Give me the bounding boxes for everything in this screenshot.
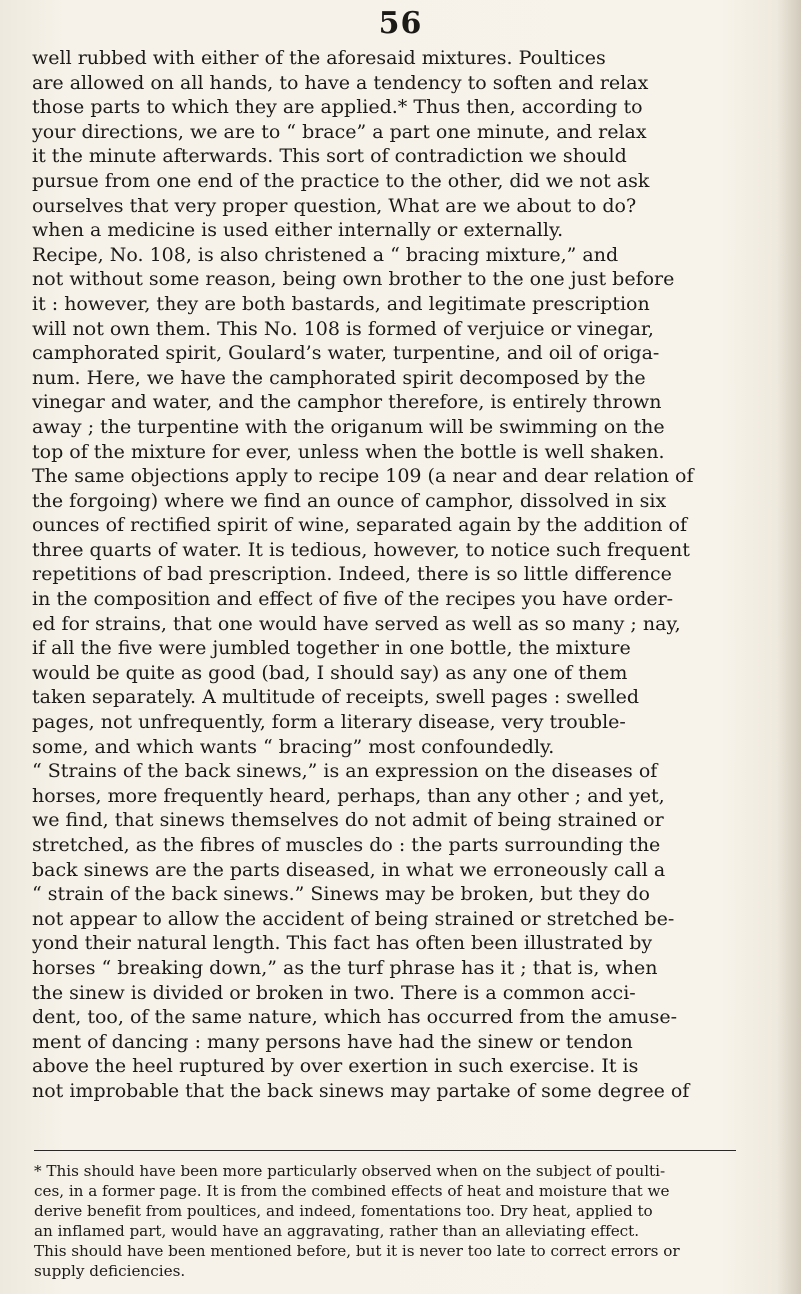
text-line: it : however, they are both bastards, and legitimate prescription	[32, 292, 650, 315]
footnote-line: supply deficiencies.	[34, 1262, 186, 1280]
text-line: horses, more frequently heard, perhaps, than any other ; and yet,	[32, 784, 665, 807]
page-edge-shadow	[777, 0, 801, 1294]
footnote-line: ces, in a former page. It is from the combined effects of heat and moisture that we	[34, 1182, 670, 1200]
text-line: when a medicine is used either internally or externally.	[32, 219, 564, 242]
text-line: we find, that sinews themselves do not admit of being strained or	[32, 809, 664, 832]
text-line: are allowed on all hands, to have a tendency to soften and relax	[32, 71, 649, 94]
text-line: those parts to which they are applied.* Thus then, according to	[32, 96, 643, 119]
text-line: pages, not unfrequently, form a literary disease, very trouble-	[32, 711, 626, 734]
text-line: yond their natural length. This fact has often been illustrated by	[32, 932, 653, 955]
text-line: “ Strains of the back sinews,” is an expression on the diseases of	[32, 760, 658, 783]
text-line: some, and which wants “ bracing” most confoundedly.	[32, 735, 555, 758]
footnote-line: * This should have been more particularly observed when on the subject of poulti-	[34, 1162, 666, 1180]
text-line: num. Here, we have the camphorated spirit decomposed by the	[32, 366, 646, 389]
text-line: the sinew is divided or broken in two. There is a common acci-	[32, 981, 636, 1004]
text-line: ment of dancing : many persons have had the sinew or tendon	[32, 1030, 633, 1053]
footnote-rule	[34, 1150, 736, 1151]
text-line: the forgoing) where we find an ounce of camphor, dissolved in six	[32, 489, 667, 512]
text-line: not improbable that the back sinews may partake of some degree of	[32, 1079, 690, 1102]
text-line: away ; the turpentine with the origanum will be swimming on the	[32, 415, 665, 438]
footnote	[34, 1161, 740, 1281]
text-line: will not own them. This No. 108 is formed of verjuice or vinegar,	[32, 317, 654, 340]
text-line: camphorated spirit, Goulard’s water, turpentine, and oil of origa-	[32, 342, 660, 365]
text-line: ounces of rectified spirit of wine, separated again by the addition of	[32, 514, 687, 537]
text-line: not appear to allow the accident of being strained or stretched be-	[32, 907, 675, 930]
footnote-line: This should have been mentioned before, but it is never too late to correct errors or	[34, 1242, 680, 1260]
page-number: 56	[378, 6, 423, 41]
text-line: dent, too, of the same nature, which has occurred from the amuse-	[32, 1006, 678, 1029]
text-line: ourselves that very proper question, What are we about to do?	[32, 194, 637, 217]
text-line: “ strain of the back sinews.” Sinews may be broken, but they do	[32, 883, 650, 906]
text-line: your directions, we are to “ brace” a part one minute, and relax	[32, 120, 647, 143]
text-line: top of the mixture for ever, unless when the bottle is well shaken.	[32, 440, 665, 463]
text-line: ed for strains, that one would have served as well as so many ; nay,	[32, 612, 681, 635]
text-line: horses “ breaking down,” as the turf phrase has it ; that is, when	[32, 956, 658, 979]
text-line: taken separately. A multitude of receipts, swell pages : swelled	[32, 686, 640, 709]
text-line: vinegar and water, and the camphor therefore, is entirely thrown	[32, 391, 662, 414]
text-line: The same objections apply to recipe 109 (a near and dear relation of	[32, 465, 694, 488]
text-line: it the minute afterwards. This sort of contradiction we should	[32, 145, 627, 168]
text-line: back sinews are the parts diseased, in what we erroneously call a	[32, 858, 666, 881]
text-line: in the composition and effect of five of the recipes you have order-	[32, 588, 674, 611]
text-line: pursue from one end of the practice to the other, did we not ask	[32, 169, 650, 192]
body-text	[32, 46, 738, 1104]
footnote-line: an inflamed part, would have an aggravating, rather than an alleviating effect.	[34, 1222, 640, 1240]
footnote-line: derive benefit from poultices, and indeed, fomentations too. Dry heat, applied to	[34, 1202, 653, 1220]
text-line: would be quite as good (bad, I should say) as any one of them	[32, 661, 628, 684]
text-line: not without some reason, being own brother to the one just before	[32, 268, 675, 291]
text-line: three quarts of water. It is tedious, however, to notice such frequent	[32, 538, 690, 561]
text-line: Recipe, No. 108, is also christened a “ bracing mixture,” and	[32, 243, 619, 266]
text-line: stretched, as the fibres of muscles do : the parts surrounding the	[32, 834, 661, 856]
text-line: if all the five were jumbled together in one bottle, the mixture	[32, 637, 631, 660]
text-line: above the heel ruptured by over exertion in such exercise. It is	[32, 1055, 639, 1078]
text-line: well rubbed with either of the aforesaid mixtures. Poultices	[32, 47, 606, 69]
text-line: repetitions of bad prescription. Indeed, there is so little difference	[32, 563, 672, 586]
